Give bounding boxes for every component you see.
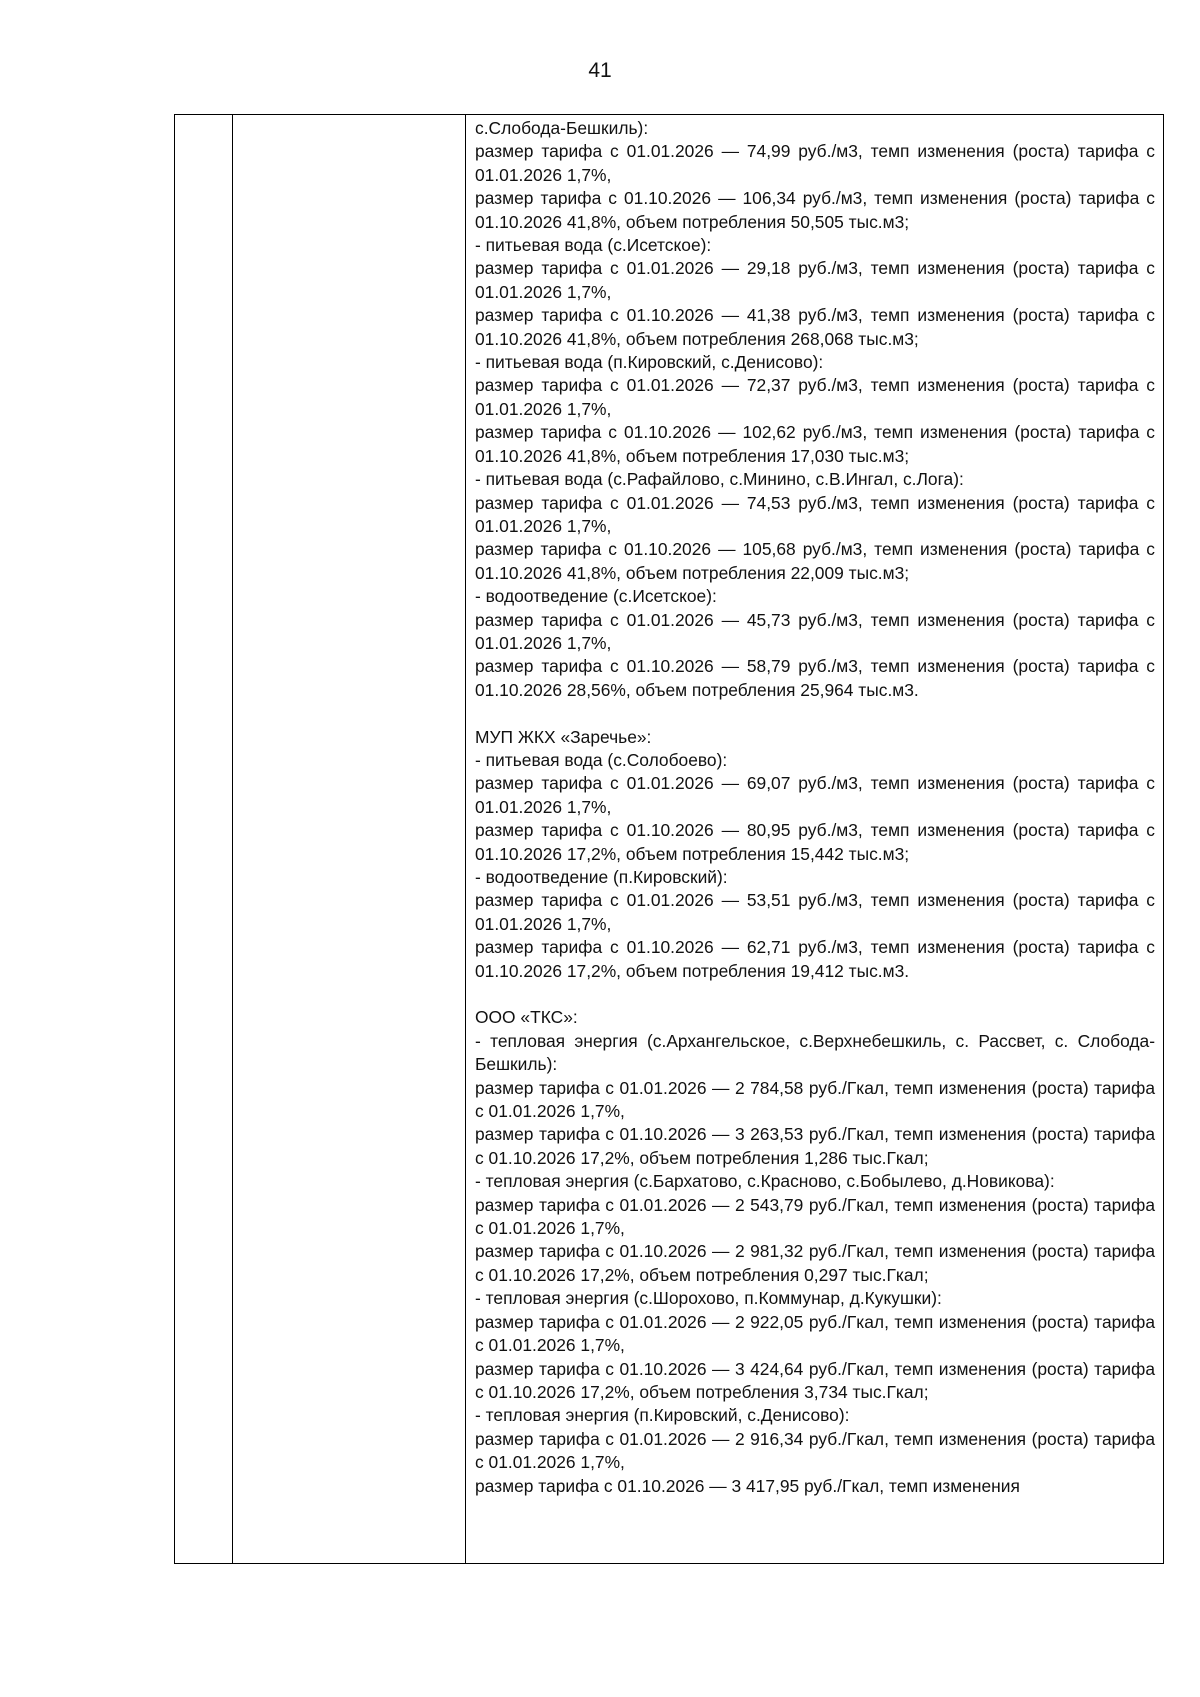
text-line: размер тарифа с 01.01.2026 — 45,73 руб./м3, темп изменения (роста) тарифа с 01.01.2026 1,7%,: [475, 609, 1155, 653]
text-line: - тепловая энергия (с.Бархатово, с.Красново, с.Бобылево, д.Новикова):: [475, 1171, 1055, 1192]
text-line: размер тарифа с 01.01.2026 — 72,37 руб./м3, темп изменения (роста) тарифа с 01.01.2026 1,7%,: [475, 375, 1155, 419]
text-line: размер тарифа с 01.10.2026 — 41,38 руб./м3, темп изменения (роста) тарифа с 01.10.2026 41,8%, объем потребления 268,068 тыс.м3;: [475, 305, 1155, 349]
tariff-table: [174, 114, 1164, 1564]
blank-line: [475, 983, 1155, 1006]
text-line: - тепловая энергия (п.Кировский, с.Денисово):: [475, 1405, 850, 1426]
text-line: размер тарифа с 01.10.2026 — 3 417,95 руб./Гкал, темп изменения: [475, 1475, 1020, 1496]
text-line: ООО «ТКС»:: [475, 1007, 578, 1028]
column-divider-1: [232, 115, 233, 1563]
text-line: - питьевая вода (п.Кировский, с.Денисово):: [475, 352, 824, 373]
text-line: - питьевая вода (с.Рафайлово, с.Минино, с.В.Ингал, с.Лога):: [475, 469, 964, 490]
text-line: размер тарифа с 01.10.2026 — 102,62 руб./м3, темп изменения (роста) тарифа с 01.10.2026 41,8%, объем потребления 17,030 тыс.м3;: [475, 422, 1155, 466]
text-line: с.Слобода-Бешкиль):: [475, 118, 649, 138]
text-line: - питьевая вода (с.Исетское):: [475, 235, 712, 256]
text-line: размер тарифа с 01.10.2026 — 106,34 руб./м3, темп изменения (роста) тарифа с 01.10.2026 41,8%, объем потребления 50,505 тыс.м3;: [475, 188, 1155, 232]
text-line: размер тарифа с 01.10.2026 — 3 263,53 руб./Гкал, темп изменения (роста) тарифа с 01.10.2026 17,2%, объем потребления 1,286 тыс.Гкал;: [475, 1124, 1155, 1168]
blank-line: [475, 702, 1155, 725]
text-line: размер тарифа с 01.10.2026 — 3 424,64 руб./Гкал, темп изменения (роста) тарифа с 01.10.2026 17,2%, объем потребления 3,734 тыс.Гкал;: [475, 1358, 1155, 1402]
text-line: размер тарифа с 01.10.2026 — 58,79 руб./м3, темп изменения (роста) тарифа с 01.10.2026 28,56%, объем потребления 25,964 тыс.м3.: [475, 656, 1155, 700]
text-line: размер тарифа с 01.01.2026 — 29,18 руб./м3, темп изменения (роста) тарифа с 01.01.2026 1,7%,: [475, 258, 1155, 302]
text-line: - тепловая энергия (с.Архангельское, с.Верхнебешкиль, с. Рассвет, с. Слобода-Бешкиль):: [475, 1030, 1155, 1075]
text-line: размер тарифа с 01.01.2026 — 74,53 руб./м3, темп изменения (роста) тарифа с 01.01.2026 1,7%,: [475, 492, 1155, 536]
text-line: размер тарифа с 01.01.2026 — 2 922,05 руб./Гкал, темп изменения (роста) тарифа с 01.01.2026 1,7%,: [475, 1311, 1155, 1356]
text-line: размер тарифа с 01.10.2026 — 62,71 руб./м3, темп изменения (роста) тарифа с 01.10.2026 17,2%, объем потребления 19,412 тыс.м3.: [475, 937, 1155, 981]
text-line: размер тарифа с 01.10.2026 — 80,95 руб./м3, темп изменения (роста) тарифа с 01.10.2026 17,2%, объем потребления 15,442 тыс.м3;: [475, 820, 1155, 864]
page-number: 41: [588, 59, 612, 82]
text-line: - водоотведение (п.Кировский):: [475, 866, 728, 887]
text-line: размер тарифа с 01.01.2026 — 2 916,34 руб./Гкал, темп изменения (роста) тарифа с 01.01.2026 1,7%,: [475, 1428, 1155, 1473]
text-line: размер тарифа с 01.01.2026 — 2 543,79 руб./Гкал, темп изменения (роста) тарифа с 01.01.2026 1,7%,: [475, 1194, 1155, 1239]
tariff-description-cell: [475, 117, 1155, 1498]
column-divider-2: [465, 115, 466, 1563]
text-line: МУП ЖКХ «Заречье»:: [475, 726, 652, 747]
text-line: размер тарифа с 01.01.2026 — 53,51 руб./м3, темп изменения (роста) тарифа с 01.01.2026 1,7%,: [475, 890, 1155, 934]
text-line: размер тарифа с 01.01.2026 — 2 784,58 руб./Гкал, темп изменения (роста) тарифа с 01.01.2026 1,7%,: [475, 1077, 1155, 1122]
text-line: размер тарифа с 01.10.2026 — 2 981,32 руб./Гкал, темп изменения (роста) тарифа с 01.10.2026 17,2%, объем потребления 0,297 тыс.Гкал;: [475, 1241, 1155, 1285]
text-line: - питьевая вода (с.Солобоево):: [475, 749, 728, 770]
text-line: размер тарифа с 01.01.2026 — 69,07 руб./м3, темп изменения (роста) тарифа с 01.01.2026 1,7%,: [475, 773, 1155, 817]
text-line: размер тарифа с 01.10.2026 — 105,68 руб./м3, темп изменения (роста) тарифа с 01.10.2026 41,8%, объем потребления 22,009 тыс.м3;: [475, 539, 1155, 583]
text-line: - водоотведение (с.Исетское):: [475, 586, 717, 607]
text-line: размер тарифа с 01.01.2026 — 74,99 руб./м3, темп изменения (роста) тарифа с 01.01.2026 1,7%,: [475, 141, 1155, 185]
text-line: - тепловая энергия (с.Шорохово, п.Коммунар, д.Кукушки):: [475, 1288, 942, 1309]
